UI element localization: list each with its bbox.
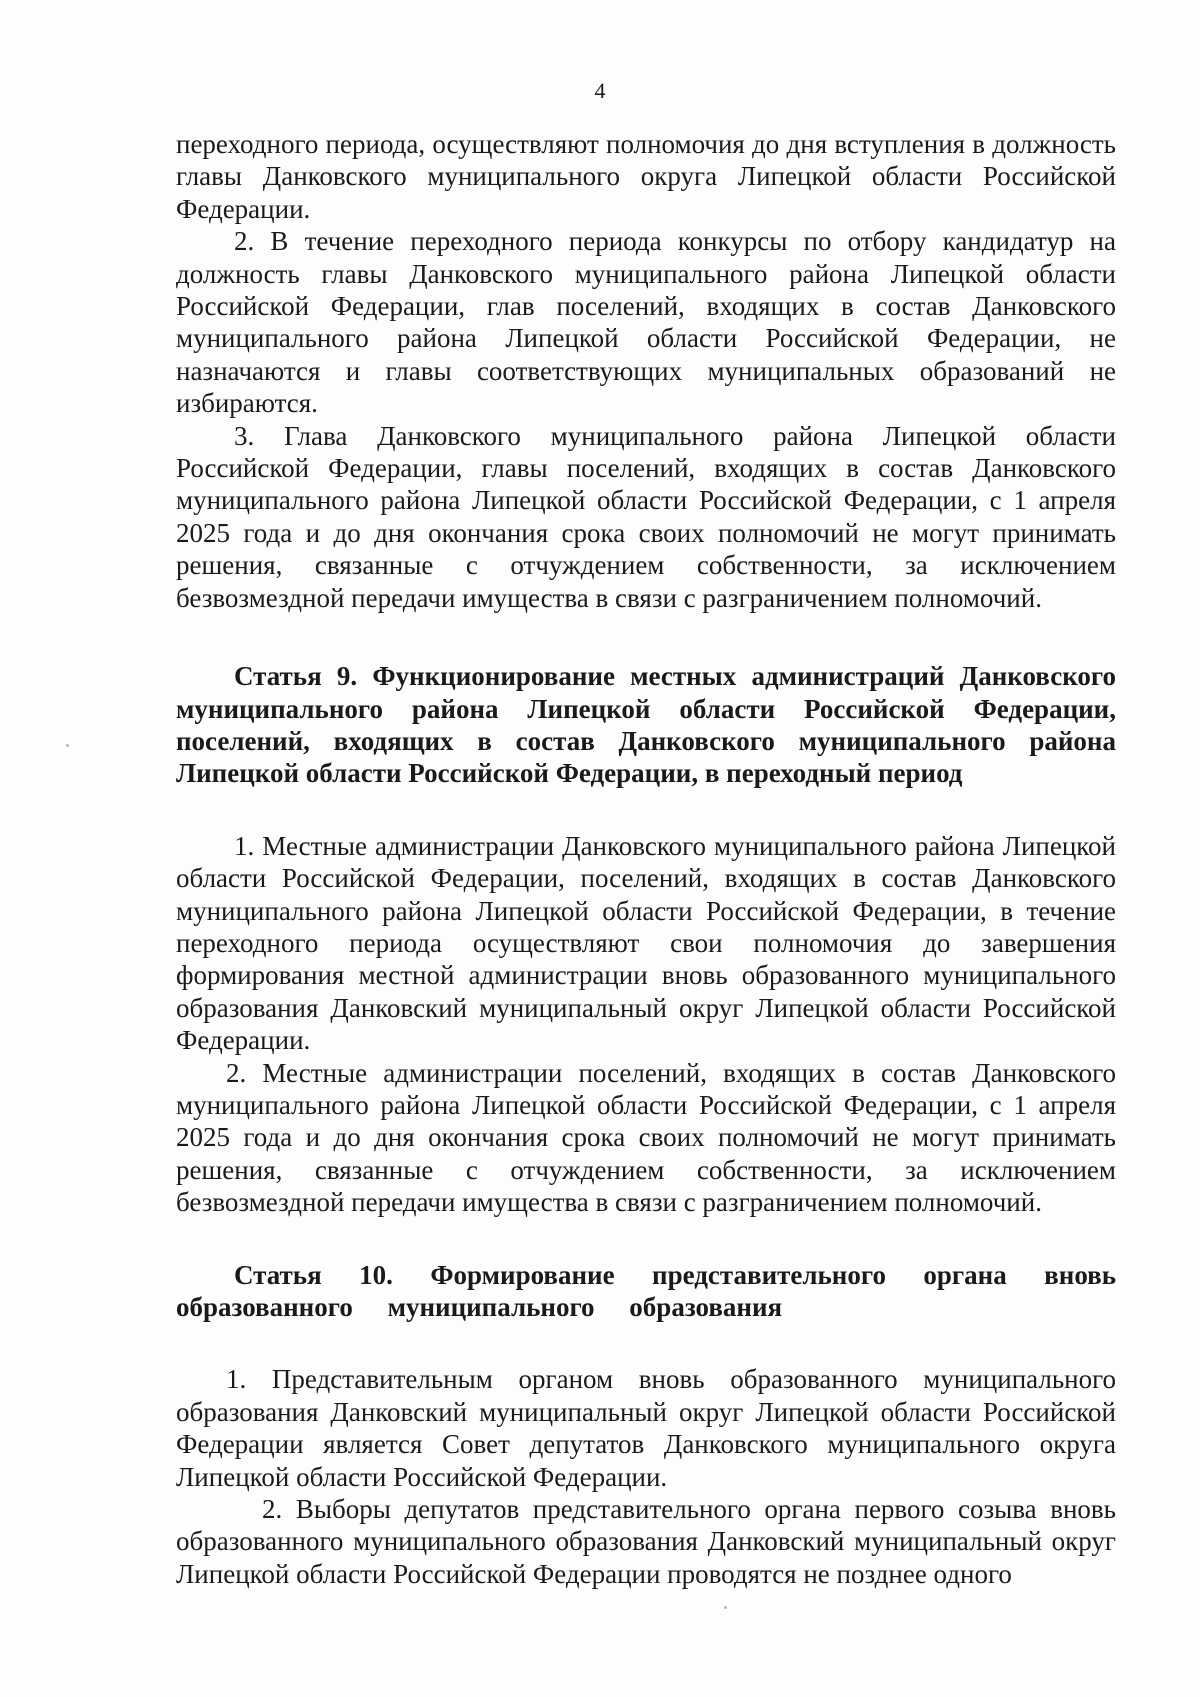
scan-speck: [724, 1606, 727, 1609]
spacer: [176, 614, 1116, 654]
paragraph-article8-item2: 2. В течение переходного периода конкурсы по отбору кандидатур на должность главы Данковского муниципального района Липецкой области Российской Федерации, глав поселений, входящих в состав Данковского муниципального района Липецкой области Российской Федерации, не назначаются и главы соответствующих муниципальных образований не избираются.: [176, 226, 1116, 419]
paragraph-article10-item1: 1. Представительным органом вновь образованного муниципального образования Данковский муниципальный округ Липецкой области Российской Федерации является Совет депутатов Данковского муниципального округа Липецкой области Российской Федерации.: [176, 1364, 1116, 1492]
paragraph-article9-item1: 1. Местные администрации Данковского муниципального района Липецкой области Российской Федерации, поселений, входящих в состав Данковского муниципального района Липецкой области Российской Федерации, в течение переходного периода осуществляют свои полномочия до завершения формирования местной администрации вновь образованного муниципального образования Данковский муниципальный округ Липецкой области Российской Федерации.: [176, 830, 1116, 1056]
spacer: [176, 1219, 1116, 1259]
page-number: 4: [594, 78, 606, 103]
document-body: [176, 128, 1116, 1590]
article-10-heading: Статья 10. Формирование представительного органа вновь образованного муниципального образования: [176, 1259, 1116, 1322]
paragraph-article9-item2: 2. Местные администрации поселений, входящих в состав Данковского муниципального района Липецкой области Российской Федерации, с 1 апреля 2025 года и до дня окончания срока своих полномочий не могут принимать решения, связанные с отчуждением собственности, за исключением безвозмездной передачи имущества в связи с разграничением полномочий.: [176, 1057, 1116, 1218]
paragraph-article10-item2: 2. Выборы депутатов представительного органа первого созыва вновь образованного муниципального образования Данковский муниципальный округ Липецкой области Российской Федерации проводятся не позднее одного: [176, 1494, 1116, 1589]
spacer: [176, 1323, 1116, 1363]
article-9-heading: Статья 9. Функционирование местных администраций Данковского муниципального района Липецкой области Российской Федерации, поселений, входящих в состав Данковского муниципального района Липецкой области Российской Федерации, в переходный период: [176, 661, 1116, 789]
paragraph-continuation: переходного периода, осуществляют полномочия до дня вступления в должность главы Данковского муниципального округа Липецкой области Российской Федерации.: [176, 129, 1116, 224]
paragraph-article8-item3: 3. Глава Данковского муниципального района Липецкой области Российской Федерации, главы поселений, входящих в состав Данковского муниципального района Липецкой области Российской Федерации, с 1 апреля 2025 года и до дня окончания срока своих полномочий не могут принимать решения, связанные с отчуждением собственности, за исключением безвозмездной передачи имущества в связи с разграничением полномочий.: [176, 420, 1116, 613]
spacer: [176, 790, 1116, 830]
scan-speck: [66, 744, 69, 747]
